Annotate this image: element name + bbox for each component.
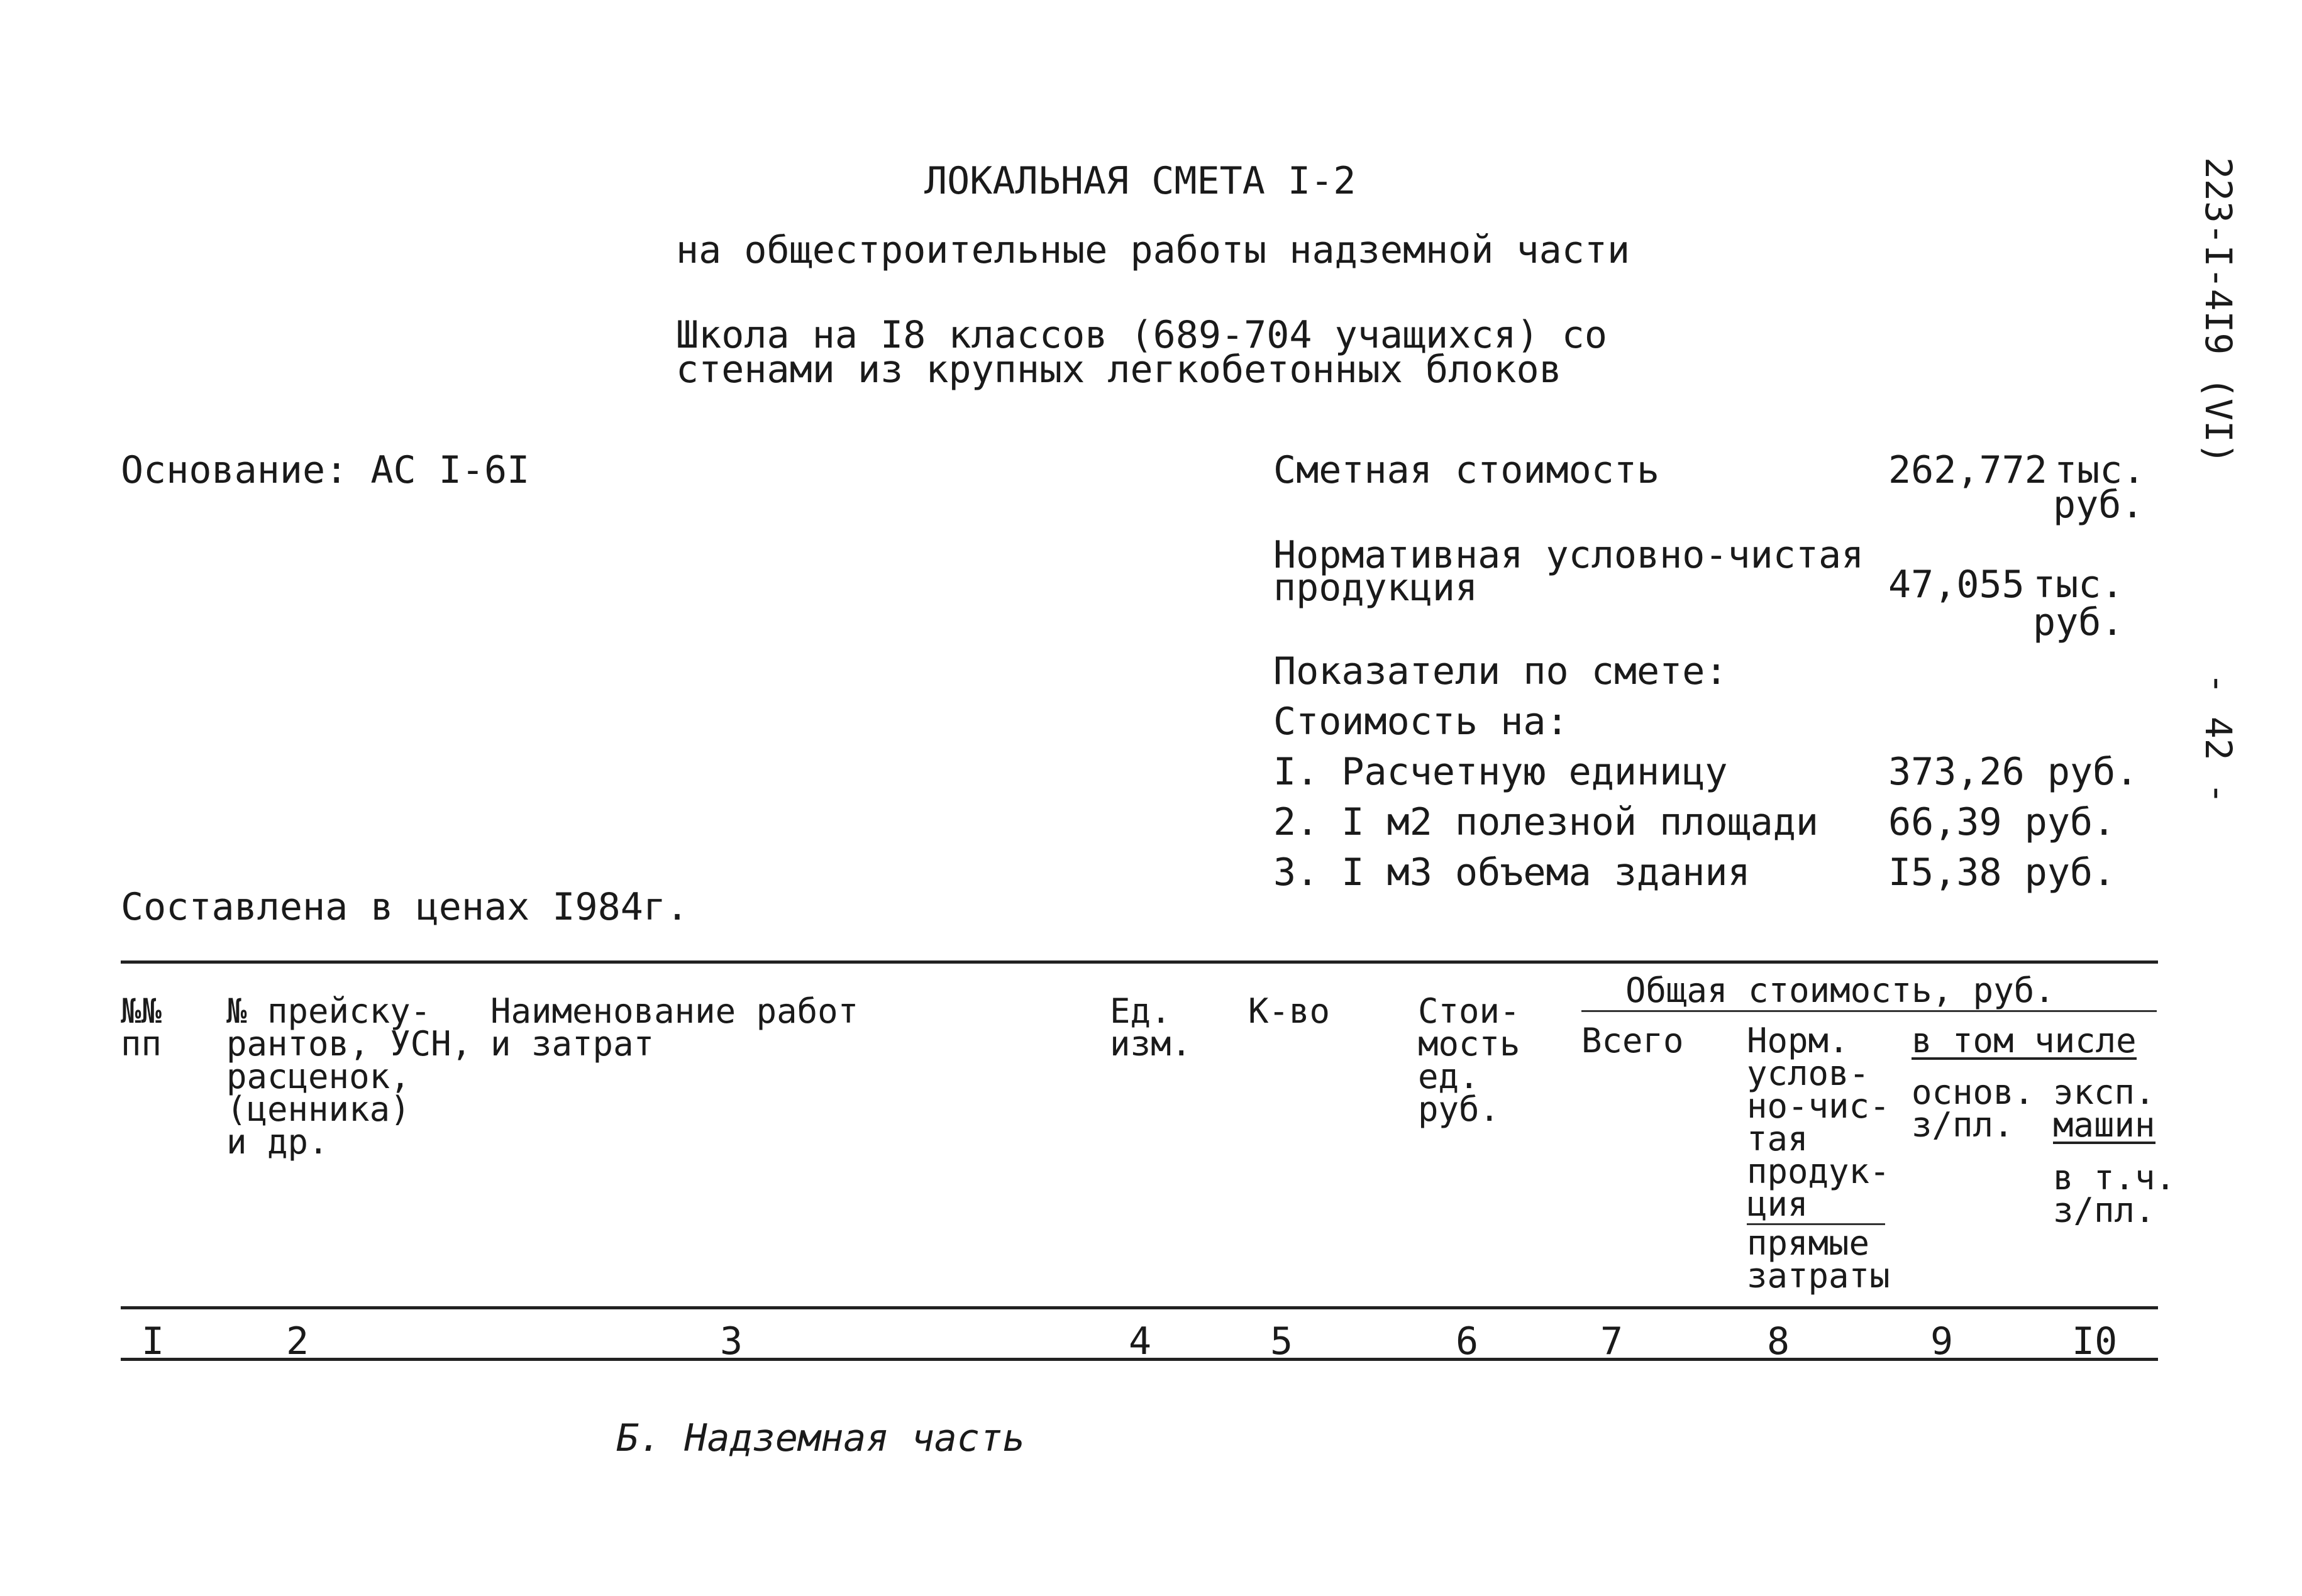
header-work-name: Наименование работ и затрат: [490, 991, 859, 1064]
prices-year: Составлена в ценах I984г.: [121, 885, 689, 929]
column-number-5: 5: [1270, 1319, 1293, 1363]
cost-per-label: Стоимость на:: [1273, 700, 1569, 744]
object-name-line-1: Школа на I8 классов (689-704 учащихся) со: [676, 313, 1608, 357]
column-number-4: 4: [1129, 1319, 1152, 1363]
header-machine-salary: в т.ч. з/пл.: [2053, 1158, 2176, 1230]
basis-reference: Основание: АС I-6I: [121, 448, 530, 492]
column-number-7: 7: [1600, 1319, 1624, 1363]
indicator-2-label: 2. I м2 полезной площади: [1273, 800, 1818, 844]
header-base-salary: основ. з/пл.: [1912, 1072, 2035, 1145]
header-unit: Ед. изм.: [1110, 991, 1192, 1064]
column-number-1: I: [141, 1319, 165, 1363]
page-number: - 42 -: [2197, 673, 2240, 805]
indicator-3-label: 3. I м3 объема здания: [1273, 850, 1751, 894]
object-name-line-2: стенами из крупных легкобетонных блоков: [676, 348, 1562, 392]
column-number-2: 2: [286, 1319, 309, 1363]
column-number-9: 9: [1930, 1319, 1954, 1363]
indicator-2-value: 66,39 руб.: [1888, 800, 2116, 844]
ncp-value: 47,055: [1888, 563, 2025, 607]
estimated-cost-value: 262,772: [1888, 448, 2047, 492]
column-number-3: 3: [720, 1319, 743, 1363]
header-total-cost-group: Общая стоимость, руб.: [1625, 971, 2055, 1010]
document-subject: на общестроительные работы надземной части: [676, 228, 1630, 272]
header-normative-product: Норм. услов- но-чис- тая продук- ция: [1747, 1021, 1890, 1224]
estimated-cost-unit: тыс.: [2054, 448, 2145, 492]
column-number-8: 8: [1767, 1319, 1790, 1363]
ncp-label-2: продукция: [1273, 566, 1478, 610]
indicator-1-value: 373,26 руб.: [1888, 750, 2139, 794]
section-heading: Б. Надземная часть: [616, 1416, 1026, 1460]
column-number-10: I0: [2072, 1319, 2118, 1363]
column-number-6: 6: [1456, 1319, 1479, 1363]
header-total: Всего: [1581, 1021, 1684, 1060]
indicator-1-label: I. Расчетную единицу: [1273, 750, 1728, 794]
header-machine-operation: эксп.: [2053, 1072, 2155, 1112]
document-title: ЛОКАЛЬНАЯ СМЕТА I-2: [924, 159, 1356, 203]
column-numbers-rule: [121, 1358, 2158, 1361]
estimated-cost-label: Сметная стоимость: [1273, 448, 1660, 492]
total-cost-group-rule: [1581, 1010, 2157, 1012]
header-price-list: № прейску- рантов, УСН, расценок, (ценника) и др.: [226, 991, 472, 1162]
header-including-group: в том числе: [1912, 1021, 2137, 1060]
header-row-number: №№ пп: [121, 991, 162, 1064]
indicator-3-value: I5,38 руб.: [1888, 850, 2116, 894]
indicators-label: Показатели по смете:: [1273, 649, 1728, 693]
table-top-rule: [121, 960, 2158, 964]
header-bottom-rule: [121, 1306, 2158, 1309]
document-code: 223-I-4I9 (VI): [2197, 157, 2240, 465]
header-direct-costs: прямые затраты: [1747, 1223, 1890, 1296]
ncp-unit-2: руб.: [2033, 600, 2124, 644]
ncp-label: Нормативная условно-чистая: [1273, 533, 1864, 577]
ncp-unit: тыс.: [2033, 563, 2124, 607]
estimated-cost-unit-2: руб.: [2053, 483, 2144, 527]
header-machines: машин: [2053, 1105, 2155, 1145]
header-quantity: К-во: [1248, 991, 1331, 1031]
header-unit-cost: Стои- мость ед. руб.: [1418, 991, 1520, 1129]
